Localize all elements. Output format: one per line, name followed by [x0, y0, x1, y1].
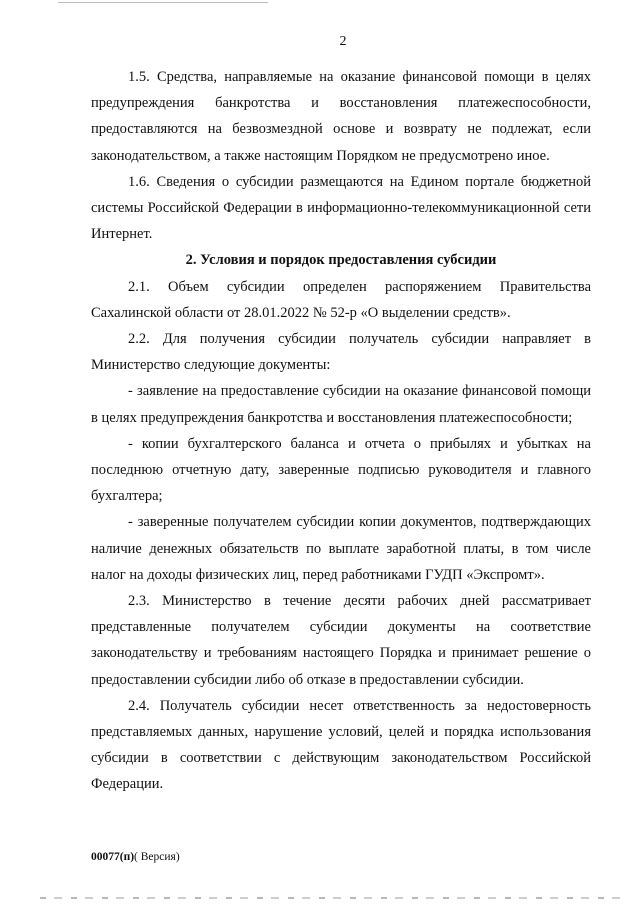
paragraph-1-5: 1.5. Средства, направляемые на оказание финансовой помощи в целях предупреждения банкротства и восстановления платежеспособности, предоставляются на безвозмездной основе и возврату не подлежат, если законодательством, а также настоящим Порядком не предусмотрено иное.	[91, 69, 591, 164]
document-list-item-application: - заявление на предоставление субсидии на оказание финансовой помощи в целях предупреждения банкротства и восстановления платежеспособности;	[91, 383, 591, 426]
paragraph-2-4: 2.4. Получатель субсидии несет ответственность за недостоверность представляемых данных, нарушение условий, целей и порядка использования субсидии в соответствии с действующим законодательством Российской Федерации.	[91, 697, 591, 793]
document-list-item-balance: - копии бухгалтерского баланса и отчета о прибылях и убытках на последнюю отчетную дату, заверенные подписью руководителя и главного бухгалтера;	[91, 435, 591, 505]
paragraph-2-2: 2.2. Для получения субсидии получатель субсидии направляет в Министерство следующие документы:	[91, 331, 591, 374]
paragraph-1-6: 1.6. Сведения о субсидии размещаются на Едином портале бюджетной системы Российской Федерации в информационно-телекоммуникационной сети Интернет.	[91, 173, 591, 243]
document-body	[91, 64, 591, 798]
document-list-item-obligations: - заверенные получателем субсидии копии документов, подтверждающих наличие денежных обязательств по выплате заработной платы, в том числе налог на доходы физических лиц, перед работниками ГУДП «Экспромт».	[91, 514, 591, 583]
document-footer-code	[91, 851, 180, 863]
page-number: 2	[339, 34, 347, 49]
scan-bottom-edge	[40, 897, 620, 899]
footer-version: ( Версия)	[134, 851, 180, 863]
paragraph-2-1: 2.1. Объем субсидии определен распоряжением Правительства Сахалинской области от 28.01.2022 № 52-р «О выделении средств».	[91, 278, 591, 321]
scan-edge-line	[58, 2, 268, 3]
section-2-heading: 2. Условия и порядок предоставления субсидии	[185, 252, 497, 269]
paragraph-2-3: 2.3. Министерство в течение десяти рабочих дней рассматривает представленные получателем субсидии документы на соответствие законодательству и требованиям настоящего Порядка и принимает решение о предоставлении субсидии либо об отказе в предоставлении субсидии.	[91, 593, 591, 688]
footer-code-number: 00077(п)	[91, 851, 135, 863]
